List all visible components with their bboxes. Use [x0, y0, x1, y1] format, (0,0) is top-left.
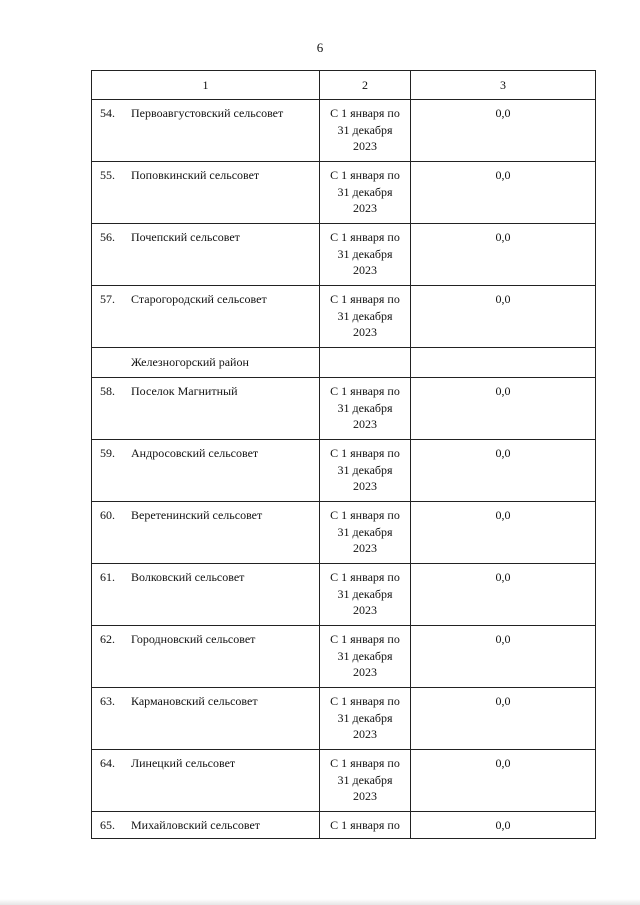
rate-value: 0,0: [495, 756, 511, 770]
rate-value: 0,0: [495, 292, 511, 306]
row-number: 60.: [100, 508, 115, 522]
table-row: [92, 812, 596, 839]
period-line: 31 декабря: [337, 586, 393, 601]
rate-value: 0,0: [495, 570, 511, 584]
period-line: С 1 января по: [330, 446, 400, 460]
period-text: [320, 564, 410, 619]
table-row: [92, 286, 596, 348]
column-header-2: 2: [320, 71, 411, 100]
name-cell: [92, 100, 320, 162]
municipality-name: Городновский сельсовет: [131, 632, 256, 646]
name-cell: [92, 564, 320, 626]
municipality-name: Веретенинский сельсовет: [131, 508, 263, 522]
value-cell: [411, 348, 596, 378]
name-cell: [92, 812, 320, 839]
period-line: 31 декабря: [337, 246, 393, 261]
period-line: С 1 января по: [330, 384, 400, 398]
period-line: 2023: [353, 665, 377, 679]
district-row: [92, 348, 596, 378]
period-line: 31 декабря: [337, 184, 393, 199]
row-number: 59.: [100, 446, 115, 460]
period-text: [320, 750, 410, 805]
period-line: 31 декабря: [337, 400, 393, 415]
rate-value: 0,0: [495, 446, 511, 460]
data-table: [91, 70, 596, 839]
rate-value: 0,0: [495, 106, 511, 120]
period-text: [320, 688, 410, 743]
name-cell: [92, 440, 320, 502]
table-row: [92, 100, 596, 162]
period-text: [320, 286, 410, 341]
municipality-name: Старогородский сельсовет: [131, 292, 267, 306]
row-number: 62.: [100, 632, 115, 646]
row-number: 64.: [100, 756, 115, 770]
period-line: 31 декабря: [337, 122, 393, 137]
value-cell: [411, 564, 596, 626]
period-line: С 1 января по: [330, 106, 400, 120]
period-line: 31 декабря: [337, 308, 393, 323]
period-line: 2023: [353, 201, 377, 215]
period-line: 2023: [353, 263, 377, 277]
period-line: С 1 января по: [330, 292, 400, 306]
period-text: [320, 100, 410, 155]
period-line: С 1 января по: [330, 168, 400, 182]
column-header-1: 1: [92, 71, 320, 100]
period-cell: [320, 100, 411, 162]
municipality-name: Поповкинский сельсовет: [131, 168, 260, 182]
municipality-name: Андросовский сельсовет: [131, 446, 259, 460]
value-cell: [411, 750, 596, 812]
name-cell: [92, 286, 320, 348]
period-text: [320, 626, 410, 681]
table-row: [92, 626, 596, 688]
period-line: 2023: [353, 603, 377, 617]
period-cell: [320, 502, 411, 564]
period-line: С 1 января по: [330, 632, 400, 646]
period-text: [320, 378, 410, 433]
period-cell: [320, 162, 411, 224]
period-line: 31 декабря: [337, 648, 393, 663]
value-cell: [411, 286, 596, 348]
period-cell: [320, 378, 411, 440]
rate-value: 0,0: [495, 384, 511, 398]
table-row: [92, 378, 596, 440]
name-cell: [92, 688, 320, 750]
period-line: С 1 января по: [330, 694, 400, 708]
municipality-name: Почепский сельсовет: [131, 230, 240, 244]
table-row: [92, 440, 596, 502]
table-row: [92, 688, 596, 750]
row-number: 61.: [100, 570, 115, 584]
value-cell: [411, 626, 596, 688]
row-number: 63.: [100, 694, 115, 708]
period-line: С 1 января по: [330, 570, 400, 584]
value-cell: [411, 502, 596, 564]
district-cell: [92, 348, 320, 378]
district-name: Железногорский район: [131, 355, 249, 369]
period-line: 2023: [353, 417, 377, 431]
column-header-3: 3: [411, 71, 596, 100]
row-number: 56.: [100, 230, 115, 244]
row-number: 55.: [100, 168, 115, 182]
period-cell: [320, 286, 411, 348]
period-text: [320, 224, 410, 279]
municipality-name: Михайловский сельсовет: [131, 818, 261, 832]
value-cell: [411, 162, 596, 224]
page-bottom-edge: [0, 899, 640, 905]
rate-value: 0,0: [495, 818, 511, 832]
name-cell: [92, 502, 320, 564]
period-line: 2023: [353, 541, 377, 555]
table-row: [92, 502, 596, 564]
value-cell: [411, 378, 596, 440]
value-cell: [411, 812, 596, 839]
row-number: 58.: [100, 384, 115, 398]
period-cell: [320, 626, 411, 688]
period-line: С 1 января по: [330, 508, 400, 522]
page-number: 6: [316, 40, 324, 55]
period-line: 2023: [353, 479, 377, 493]
row-number: 57.: [100, 292, 115, 306]
row-number: 54.: [100, 106, 115, 120]
municipality-name: Первоавгустовский сельсовет: [131, 106, 284, 120]
period-text: [320, 440, 410, 495]
table-row: [92, 162, 596, 224]
rate-value: 0,0: [495, 694, 511, 708]
period-line: С 1 января по: [330, 818, 400, 832]
period-line: 31 декабря: [337, 772, 393, 787]
row-number: 65.: [100, 818, 115, 832]
table-row: [92, 750, 596, 812]
rate-value: 0,0: [495, 168, 511, 182]
period-text: [320, 162, 410, 217]
municipality-name: Линецкий сельсовет: [131, 756, 236, 770]
table-row: [92, 564, 596, 626]
value-cell: [411, 224, 596, 286]
period-line: 31 декабря: [337, 710, 393, 725]
municipality-name: Кармановский сельсовет: [131, 694, 258, 708]
period-cell: [320, 812, 411, 839]
period-text: [320, 812, 410, 834]
table-body: [92, 71, 596, 839]
table-header-row: [92, 71, 596, 100]
value-cell: [411, 440, 596, 502]
value-cell: [411, 688, 596, 750]
value-cell: [411, 100, 596, 162]
rate-value: 0,0: [495, 632, 511, 646]
name-cell: [92, 378, 320, 440]
name-cell: [92, 162, 320, 224]
period-line: 31 декабря: [337, 524, 393, 539]
period-line: 31 декабря: [337, 462, 393, 477]
period-line: 2023: [353, 139, 377, 153]
name-cell: [92, 224, 320, 286]
name-cell: [92, 750, 320, 812]
period-cell: [320, 564, 411, 626]
rate-value: 0,0: [495, 508, 511, 522]
municipality-name: Волковский сельсовет: [131, 570, 245, 584]
period-line: 2023: [353, 789, 377, 803]
period-line: С 1 января по: [330, 230, 400, 244]
period-cell: [320, 688, 411, 750]
period-line: 2023: [353, 325, 377, 339]
period-text: [320, 502, 410, 557]
municipality-name: Поселок Магнитный: [131, 384, 238, 398]
period-cell: [320, 348, 411, 378]
rate-value: 0,0: [495, 230, 511, 244]
table-row: [92, 224, 596, 286]
period-line: С 1 января по: [330, 756, 400, 770]
period-cell: [320, 750, 411, 812]
period-line: 2023: [353, 727, 377, 741]
period-cell: [320, 224, 411, 286]
name-cell: [92, 626, 320, 688]
period-cell: [320, 440, 411, 502]
